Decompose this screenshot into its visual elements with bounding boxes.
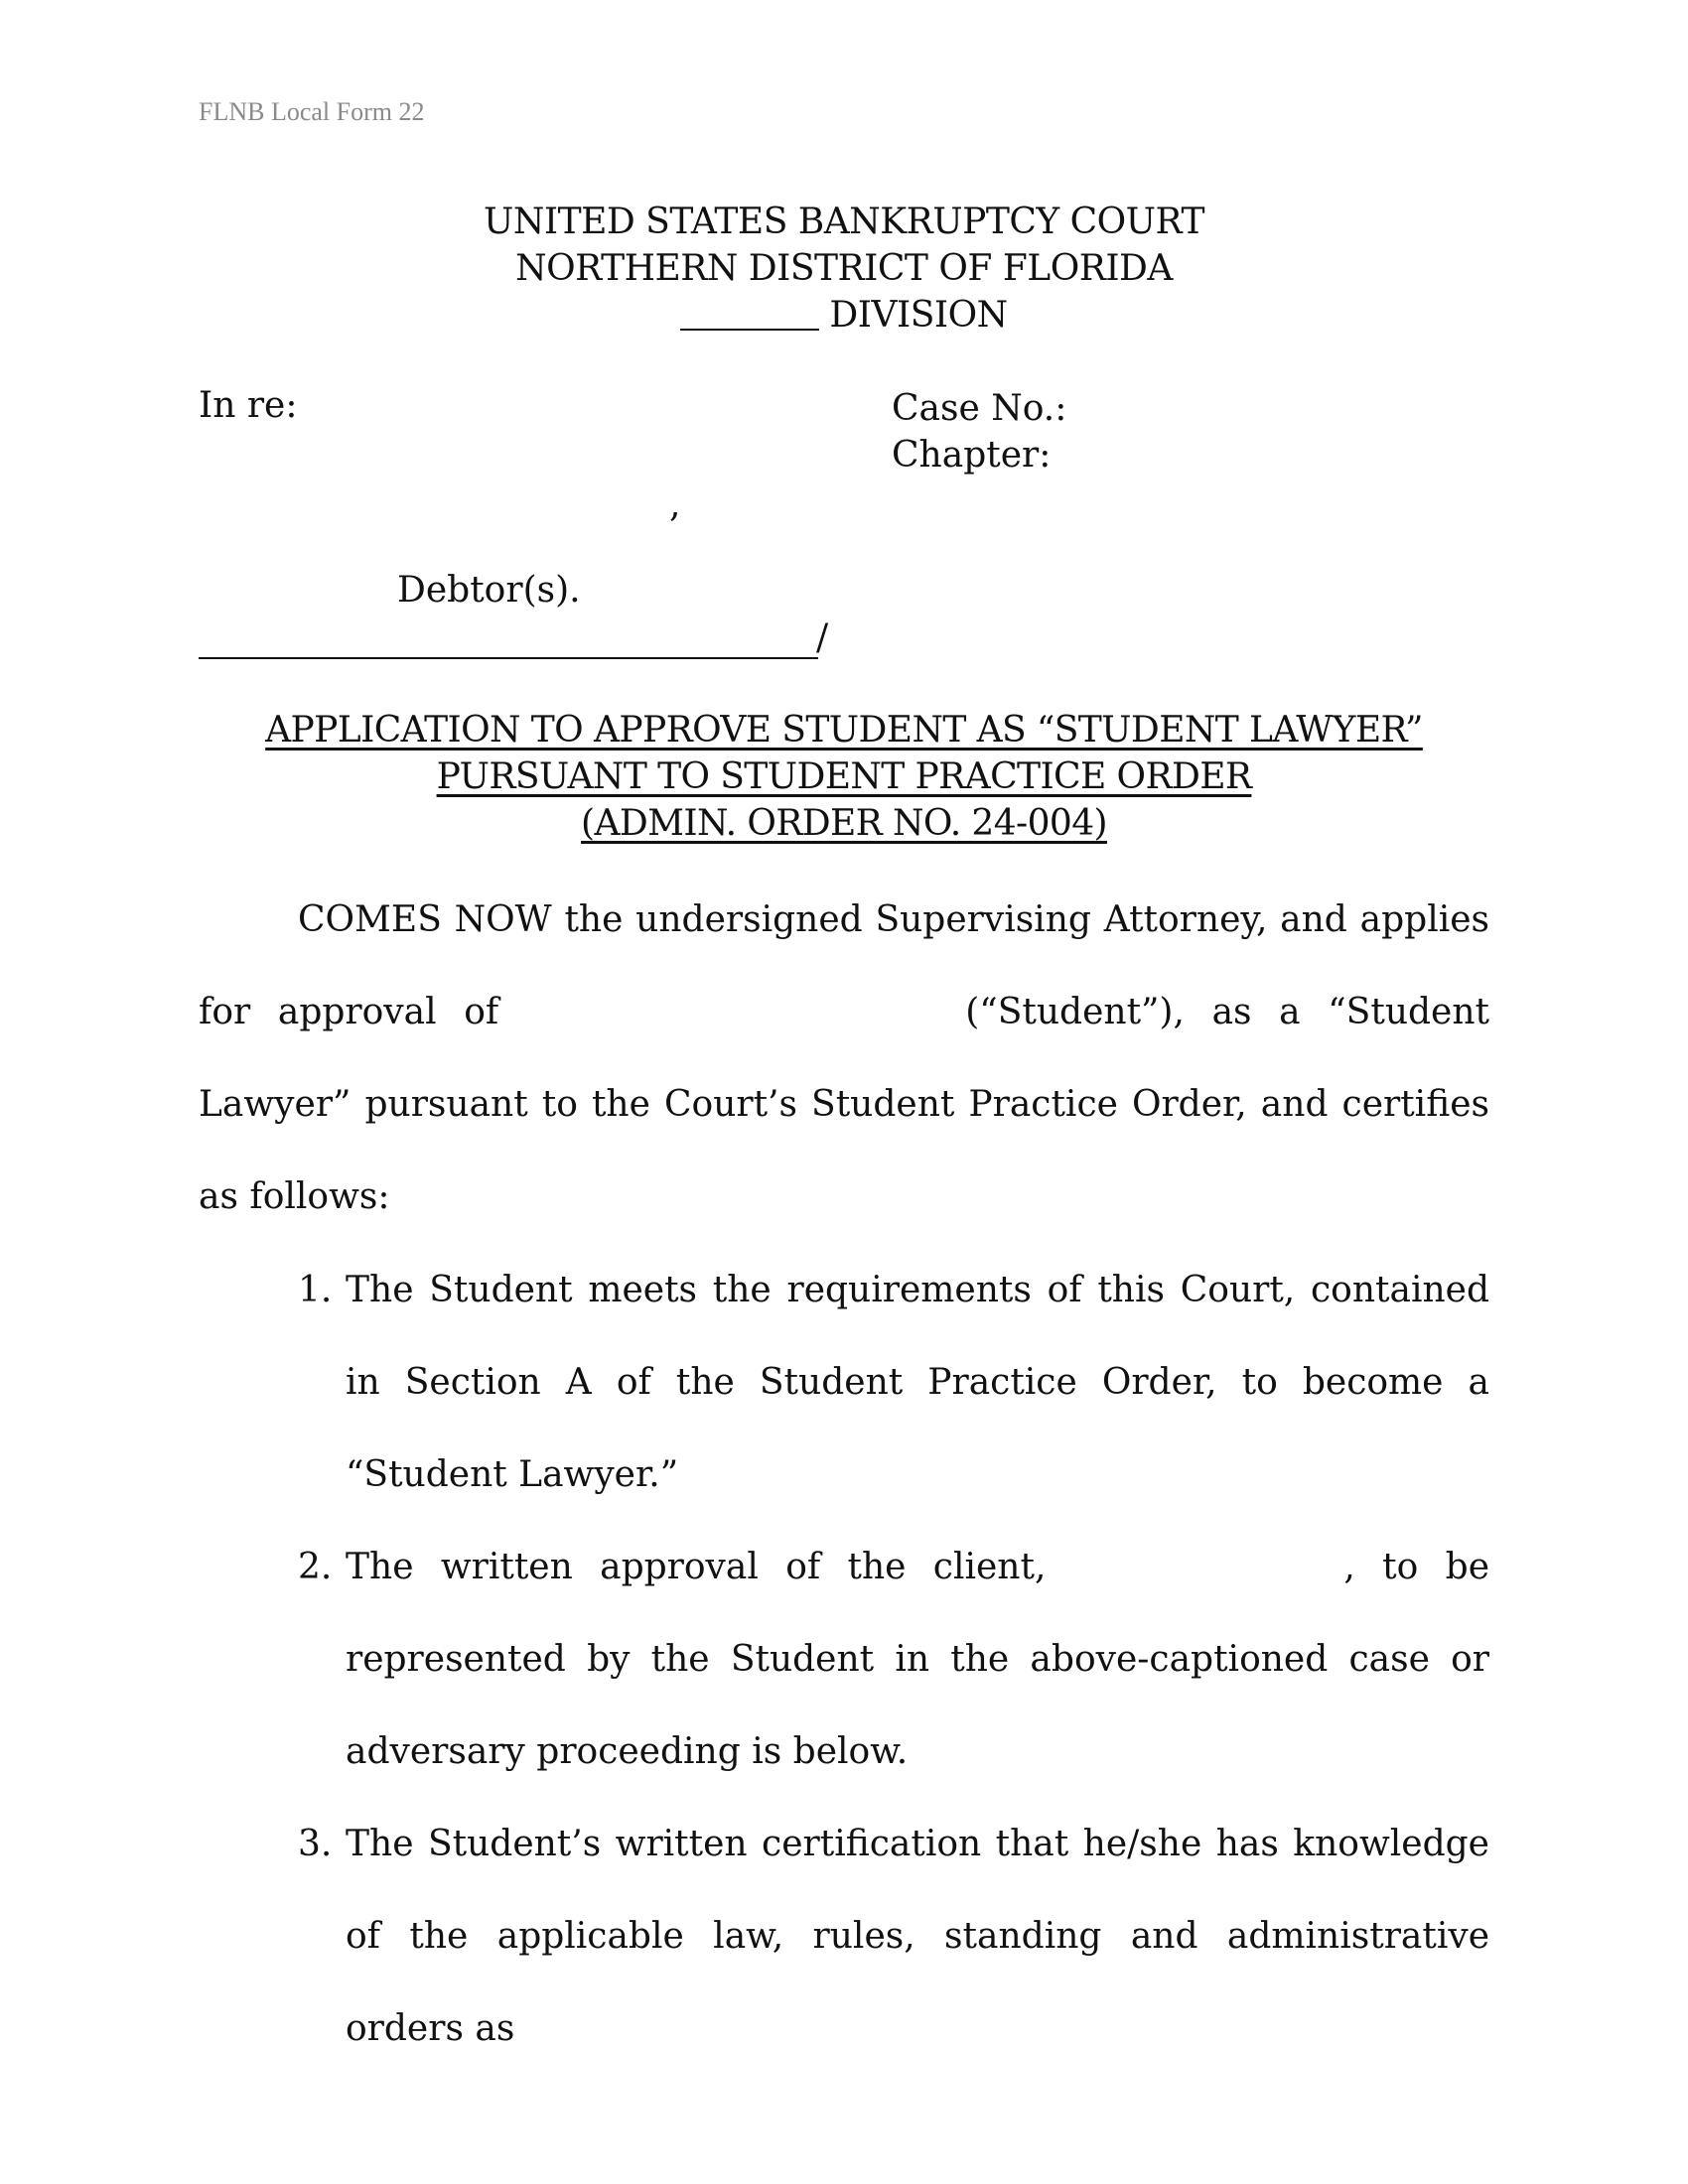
title-line-3: (ADMIN. ORDER NO. 24-004) — [581, 803, 1107, 844]
item-text-before: The written approval of the client, — [346, 1547, 1047, 1587]
item-text: The Student meets the requirements of this Court, contained in Section A of the Student Practice Order, to become a “Student Lawyer.” — [346, 1270, 1489, 1495]
in-re-label: In re: — [199, 385, 298, 426]
form-identifier: FLNB Local Form 22 — [199, 97, 425, 126]
court-name: UNITED STATES BANKRUPTCY COURT — [484, 202, 1204, 242]
caption-slash: / — [816, 617, 829, 658]
list-item — [199, 1521, 1489, 1798]
list-item — [199, 1798, 1489, 2075]
case-number-label: Case No.: — [892, 388, 1067, 429]
caption-underline — [199, 657, 818, 659]
item-text-after: , to be represented by the Student in the above-captioned case or adversary proceeding is below. — [346, 1547, 1489, 1772]
title-line-2: PURSUANT TO STUDENT PRACTICE ORDER — [436, 756, 1252, 797]
division-line — [0, 292, 1688, 339]
debtors-label: Debtor(s). — [397, 570, 581, 611]
debtor-name-comma: , — [669, 484, 681, 525]
division-blank[interactable] — [680, 295, 819, 331]
application-title — [0, 707, 1688, 847]
item-number: 2. — [298, 1547, 333, 1587]
intro-text-part2: (“Student”), as a “Student Lawyer” pursuant to the Court’s Student Practice Order, and certifies as follows: — [199, 992, 1490, 1217]
list-item — [199, 1244, 1489, 1521]
item-number: 1. — [298, 1270, 333, 1310]
chapter-label: Chapter: — [892, 435, 1052, 476]
title-line-1: APPLICATION TO APPROVE STUDENT AS “STUDENT LAWYER” — [265, 710, 1423, 751]
certification-list — [199, 1244, 1489, 2075]
case-info — [892, 385, 1066, 478]
item-number: 3. — [298, 1824, 333, 1864]
intro-paragraph — [199, 874, 1489, 1243]
item-text: The Student’s written certification that he/she has knowledge of the applicable law, rules, standing and administrative orders as — [346, 1824, 1489, 2049]
district-name: NORTHERN DISTRICT OF FLORIDA — [515, 248, 1173, 289]
division-label: DIVISION — [829, 295, 1008, 336]
court-header — [0, 199, 1688, 339]
intro-text-part1: COMES NOW the undersigned Supervising Attorney, and applies for approval of — [199, 899, 1489, 1032]
